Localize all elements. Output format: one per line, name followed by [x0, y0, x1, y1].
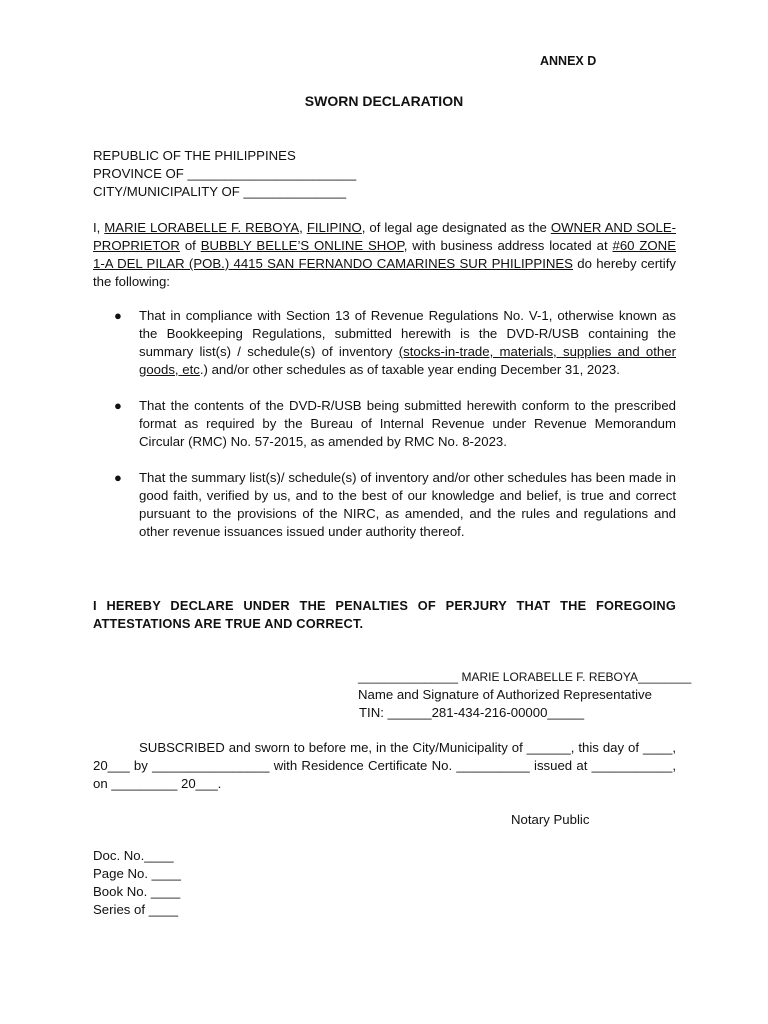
certification-item [93, 307, 676, 379]
declarant-name: MARIE LORABELLE F. REBOYA [104, 220, 300, 235]
series-field: Series of ____ [93, 902, 179, 917]
item-text-underlined: (stocks-in-trade, materials, supplies and other goods, etc [139, 344, 676, 377]
intro-text: I, [93, 220, 105, 235]
certification-item [93, 469, 676, 541]
intro-text: do hereby certify the following: [93, 256, 676, 289]
intro-paragraph [93, 219, 676, 291]
signature-caption: Name and Signature of Authorized Representative [358, 687, 652, 702]
business-name: BUBBLY BELLE’S ONLINE SHOP [200, 238, 404, 253]
tin-line: TIN: ______281-434-216-00000_____ [359, 705, 585, 720]
item-text: .) and/or other schedules as of taxable year ending December 31, 2023. [199, 362, 620, 377]
bullet-icon: ● [114, 470, 122, 485]
declarant-nationality: FILIPINO [306, 220, 362, 235]
intro-text: , with business address located at [403, 238, 613, 253]
city-line: CITY/MUNICIPALITY OF ______________ [93, 184, 347, 199]
province-line: PROVINCE OF _______________________ [93, 166, 357, 181]
bullet-icon: ● [114, 308, 122, 323]
business-address: #60 ZONE 1-A DEL PILAR (POB.) 4415 SAN FERNANDO CAMARINES SUR PHILIPPINES [93, 238, 676, 271]
book-number-field: Book No. ____ [93, 884, 181, 899]
intro-text: of [179, 238, 201, 253]
notary-label: Notary Public [511, 812, 590, 827]
certification-item [93, 397, 676, 451]
subscribed-paragraph: SUBSCRIBED and sworn to before me, in the City/Municipality of ______, this day of ____, 20___ by ________________ with Residence Certificate No. __________ issued at ___________, on _________ 20___. [93, 740, 676, 791]
bullet-icon: ● [114, 398, 122, 413]
notarial-register [93, 847, 181, 919]
republic-line: REPUBLIC OF THE PHILIPPINES [93, 148, 296, 163]
annex-label: ANNEX D [540, 54, 597, 68]
page-number-field: Page No. ____ [93, 866, 181, 881]
declarant-role: OWNER AND SOLE-PROPRIETOR [93, 220, 677, 253]
intro-text: , [299, 220, 307, 235]
intro-text: , of legal age designated as the [361, 220, 551, 235]
document-title: SWORN DECLARATION [304, 93, 464, 109]
perjury-declaration: I HEREBY DECLARE UNDER THE PENALTIES OF PERJURY THAT THE FOREGOING ATTESTATIONS ARE TRUE AND CORRECT. [93, 598, 676, 631]
item-text: That the summary list(s)/ schedule(s) of inventory and/or other schedules has been made in good faith, verified by us, and to the best of our knowledge and belief, is true and correct pursuant to the provisions of the NIRC, as amended, and the rules and regulations and other revenue issuances issued under authority thereof. [139, 470, 676, 539]
item-text: That the contents of the DVD-R/USB being submitted herewith conform to the prescribed format as required by the Bureau of Internal Revenue under Revenue Memorandum Circular (RMC) No. 57-2015, as amended by RMC No. 8-2023. [139, 398, 676, 449]
item-text: That in compliance with Section 13 of Revenue Regulations No. V-1, otherwise known as the Bookkeeping Regulations, submitted herewith is the DVD-R/USB containing the summary list(s) / schedule(s) of inventory [139, 308, 676, 359]
signature-line: _______________ MARIE LORABELLE F. REBOYA________ [358, 670, 692, 684]
jurisdiction-header [93, 147, 356, 201]
doc-number-field: Doc. No.____ [93, 848, 174, 863]
certification-list [93, 307, 676, 559]
